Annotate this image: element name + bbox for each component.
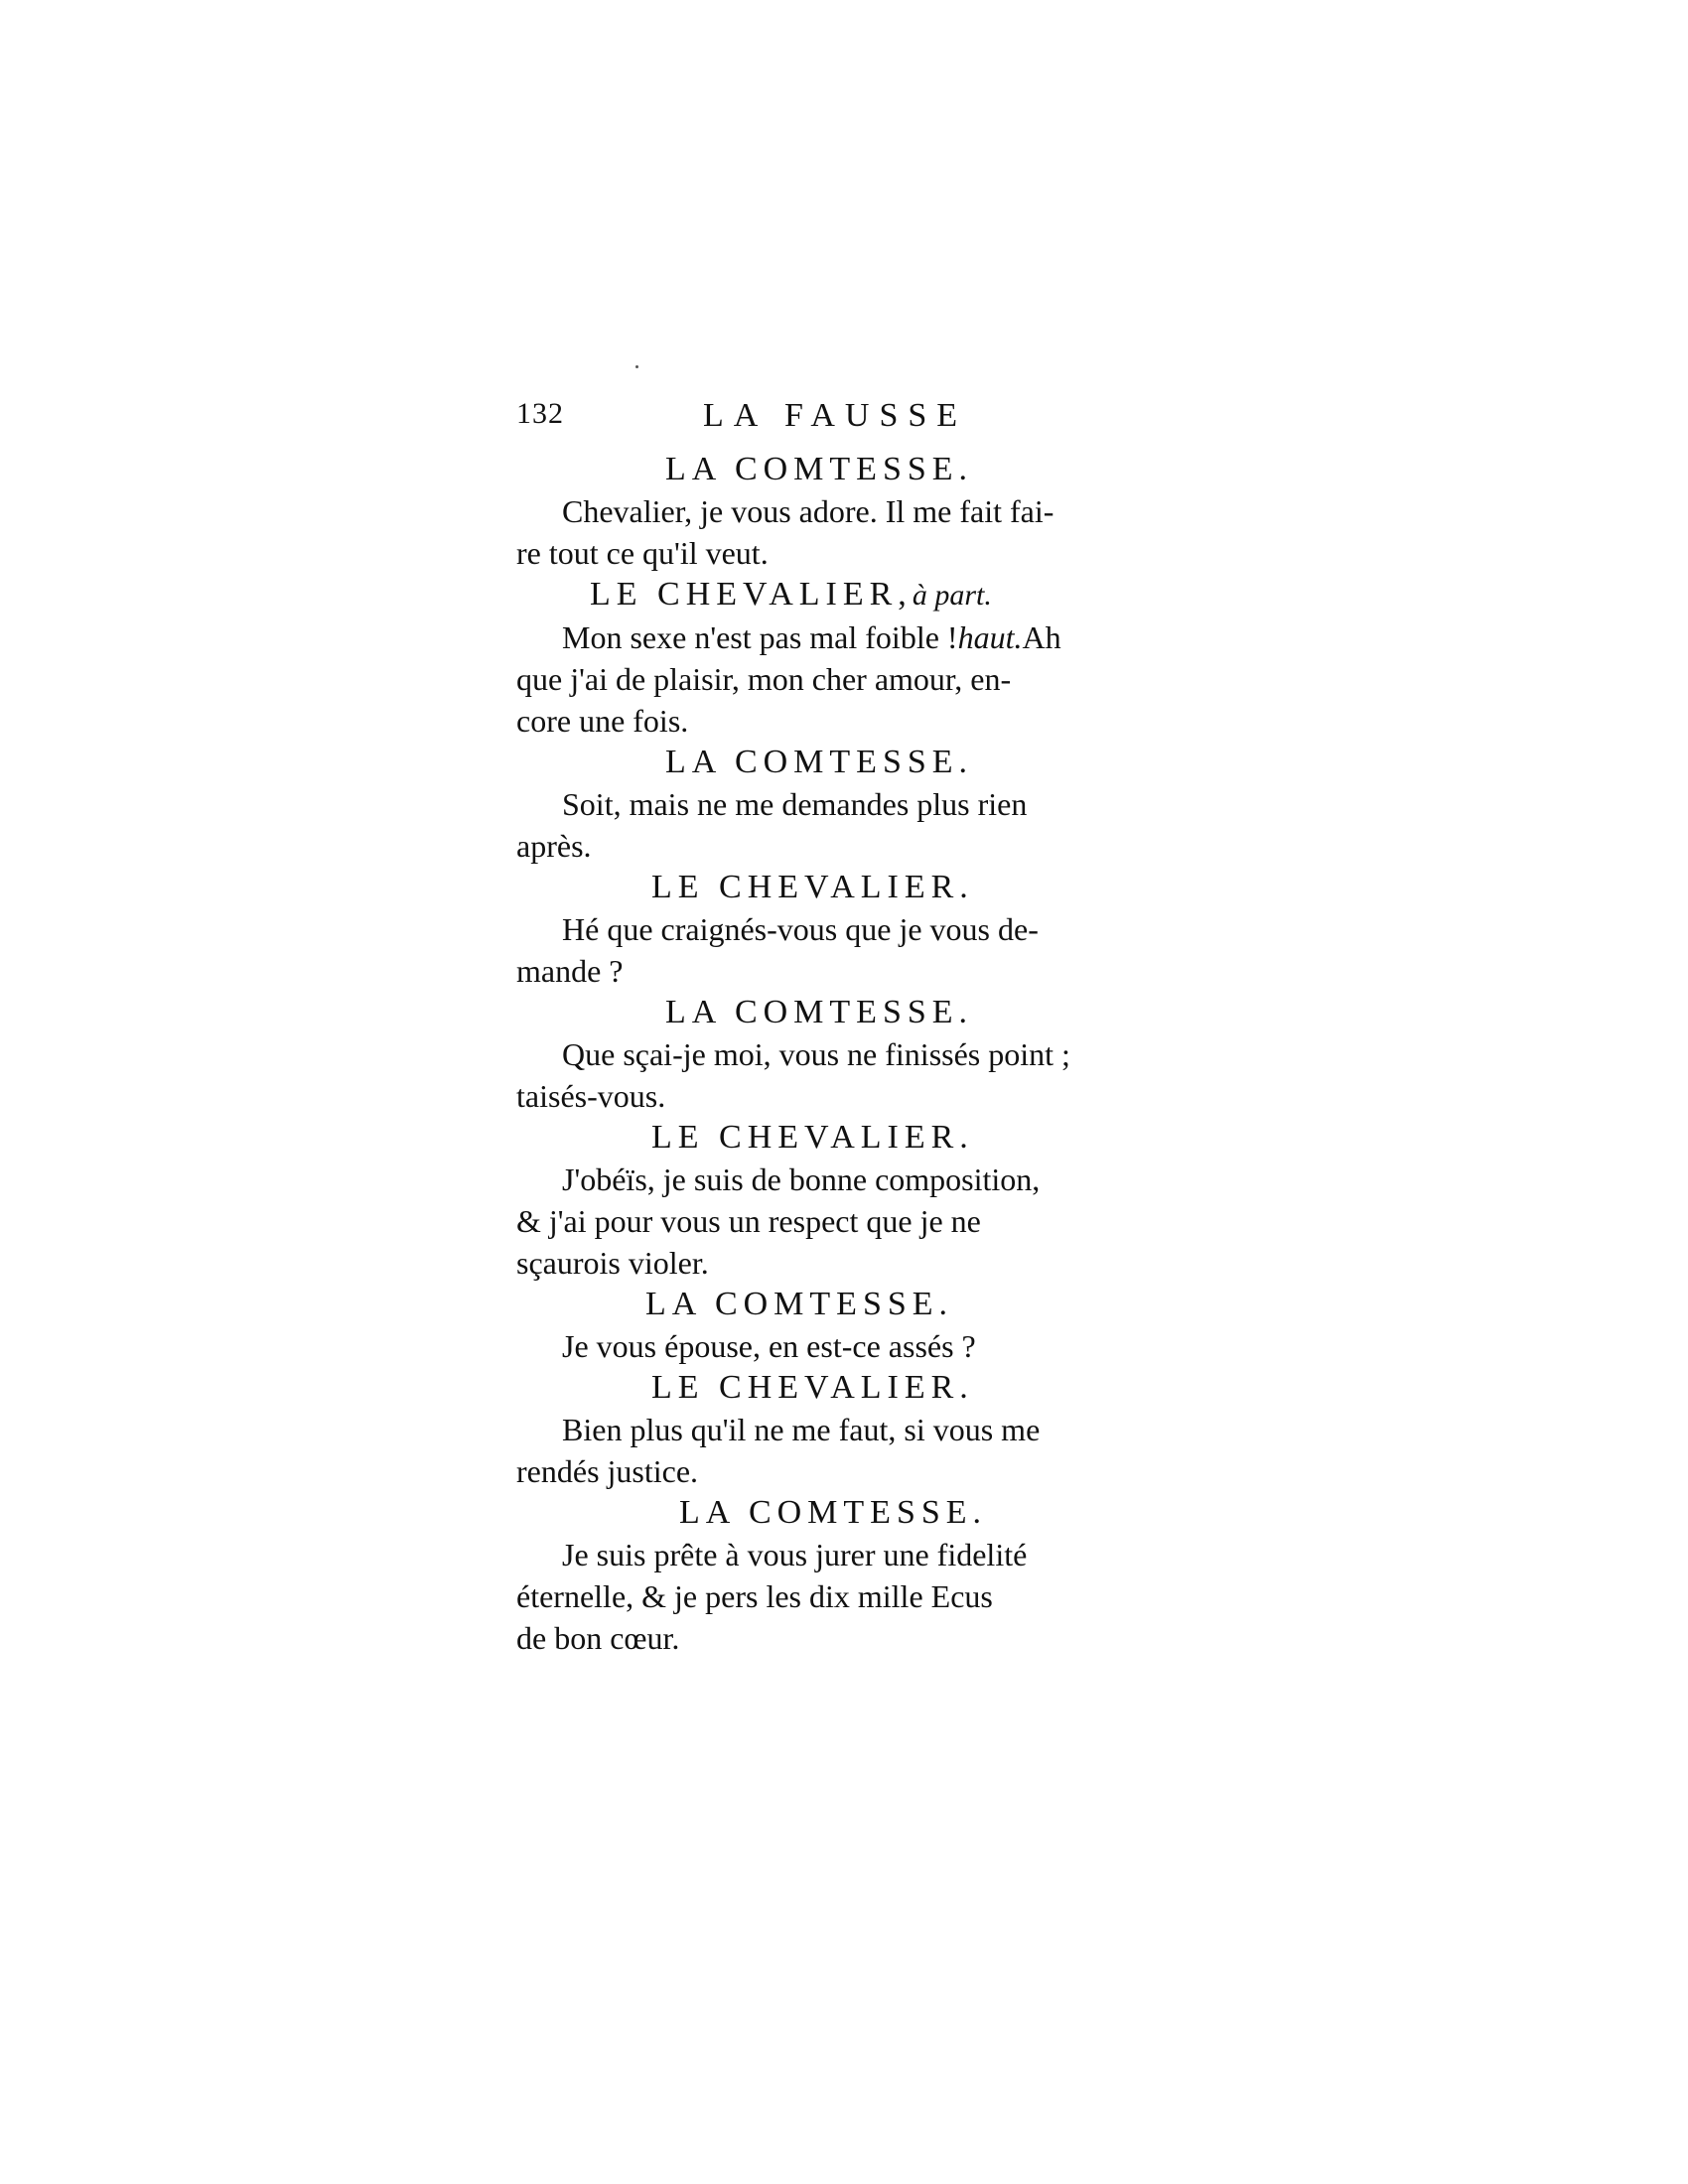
dialogue-line: mande ? [516, 953, 624, 989]
speaker-heading [516, 574, 1172, 616]
dialogue-line: éternelle, & je pers les dix mille Ecus [516, 1578, 993, 1614]
speaker-name: LA COMTESSE. [665, 994, 974, 1030]
dialogue-line: sçaurois violer. [516, 1245, 709, 1281]
stage-direction: à part. [912, 579, 992, 612]
speaker-name: LA COMTESSE. [665, 451, 974, 487]
speaker-name: LE CHEVALIER. [651, 1369, 974, 1406]
dialogue-text: Mon sexe n'est pas mal foible ! [562, 619, 958, 655]
dialogue-line: Soit, mais ne me demandes plus rien [562, 786, 1028, 822]
dialogue-line: Bien plus qu'il ne me faut, si vous me [562, 1412, 1041, 1447]
speaker-name: LE CHEVALIER. [651, 869, 974, 905]
dialogue-line: rendés justice. [516, 1453, 699, 1489]
speaker-name: LA COMTESSE. [665, 744, 974, 780]
dialogue-text: Ah [1022, 619, 1061, 655]
dialogue-line: Chevalier, je vous adore. Il me fait fai- [562, 493, 1055, 529]
dialogue-line: après. [516, 828, 592, 864]
dialogue-line: & j'ai pour vous un respect que je ne [516, 1203, 981, 1239]
page-number: 132 [516, 397, 564, 430]
ink-speck [635, 365, 638, 368]
dialogue-line: Je suis prête à vous jurer une fidelité [562, 1537, 1028, 1572]
dialogue-line: que j'ai de plaisir, mon cher amour, en- [516, 661, 1012, 697]
running-head [516, 397, 1172, 449]
speaker-name: LE CHEVALIER. [651, 1119, 974, 1156]
dialogue-line: taisés-vous. [516, 1078, 666, 1114]
dialogue-line: re tout ce qu'il veut. [516, 535, 769, 571]
book-page [516, 397, 1172, 1659]
stage-direction: haut. [957, 619, 1023, 655]
dialogue-line: J'obéïs, je suis de bonne composition, [562, 1161, 1041, 1197]
dialogue-line: Que sçai-je moi, vous ne finissés point ; [562, 1036, 1070, 1072]
speaker-name: LE CHEVALIER, [590, 576, 913, 613]
dialogue-line: Je vous épouse, en est-ce assés ? [562, 1328, 976, 1364]
dialogue-line: de bon cœur. [516, 1620, 680, 1656]
running-title: LA FAUSSE [703, 397, 968, 434]
speaker-name: LA COMTESSE. [679, 1494, 988, 1531]
dialogue-line: core une fois. [516, 703, 689, 739]
dialogue-line: Hé que craignés-vous que je vous de- [562, 911, 1039, 947]
dialogue-line [516, 616, 1172, 658]
speaker-name: LA COMTESSE. [645, 1286, 954, 1322]
